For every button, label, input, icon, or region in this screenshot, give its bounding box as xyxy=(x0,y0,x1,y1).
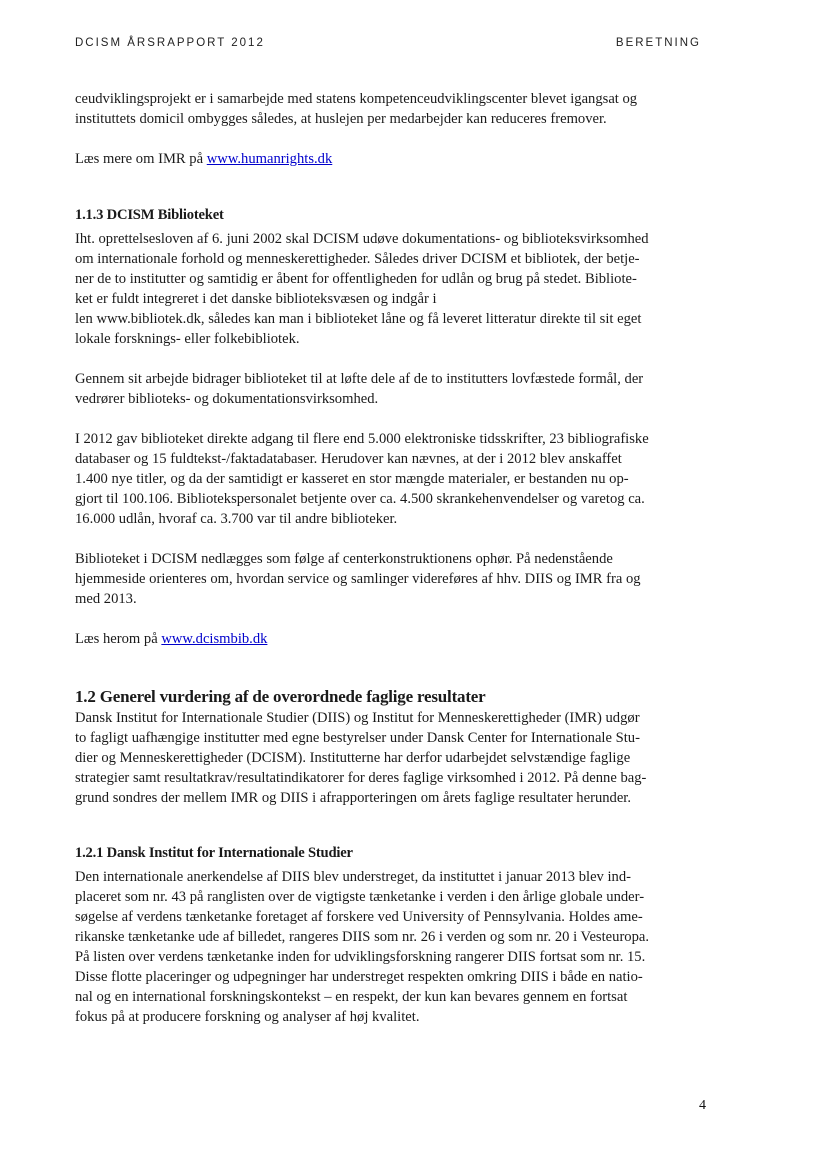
read-more-prefix: Læs mere om IMR på xyxy=(75,151,207,167)
running-header xyxy=(75,37,701,57)
read-more-imr xyxy=(75,149,705,169)
dcismbib-link[interactable]: www.dcismbib.dk xyxy=(161,631,268,647)
read-more-library xyxy=(75,629,705,649)
text-line: instituttets domicil ombygges således, at huslejen per medarbejder kan reduceres fremover. xyxy=(75,111,607,127)
text-line: vedrører biblioteks- og dokumentationsvirksomhed. xyxy=(75,391,379,407)
text-line: ner de to institutter og samtidig er åbent for offentligheden for udlån og brug på stedet. Bibliote- xyxy=(75,271,637,287)
text-line: søgelse af verdens tænketanke foretaget af forskere ved University of Pennsylvania. Holdes ame- xyxy=(75,909,643,925)
library-paragraph-2 xyxy=(75,369,705,409)
library-paragraph-4 xyxy=(75,549,705,609)
read-more-prefix: Læs herom på xyxy=(75,631,162,647)
text-line: Dansk Institut for Internationale Studier (DIIS) og Institut for Menneskerettigheder (IMR) udgør xyxy=(75,710,640,726)
text-line: Den internationale anerkendelse af DIIS blev understreget, da instituttet i januar 2013 blev ind- xyxy=(75,869,632,885)
text-line: grund sondres der mellem IMR og DIIS i afrapporteringen om årets faglige resultater herunder. xyxy=(75,790,632,806)
text-line: nal og en international forskningskontekst – en respekt, der kun kan bevares gennem en fortsat xyxy=(75,989,628,1005)
header-report-title: DCISM ÅRSRAPPORT 2012 xyxy=(75,37,265,49)
section-12-heading: 1.2 Generel vurdering af de overordnede faglige resultater xyxy=(75,687,486,706)
text-line: fokus på at producere forskning og analyser af høj kvalitet. xyxy=(75,1009,420,1025)
text-line: databaser og 15 fuldtekst-/faktadatabaser. Herudover kan nævnes, at der i 2012 blev anskaffet xyxy=(75,451,622,467)
text-line: hjemmeside orienteres om, hvordan service og samlinger videreføres af hhv. DIIS og IMR fra og xyxy=(75,571,641,587)
library-paragraph-3 xyxy=(75,429,705,529)
humanrights-link[interactable]: www.humanrights.dk xyxy=(206,151,333,167)
assessment-paragraph xyxy=(75,708,705,808)
text-line: rikanske tænketanke ude af billedet, rangeres DIIS som nr. 26 i verden og som nr. 20 i Vesteuropa. xyxy=(75,929,650,945)
text-line: Iht. oprettelsesloven af 6. juni 2002 skal DCISM udøve dokumentations- og biblioteksvirksomhed xyxy=(75,231,649,247)
text-line: Disse flotte placeringer og udpegninger har understreget respekten omkring DIIS i både en natio- xyxy=(75,969,643,985)
text-line: len www.bibliotek.dk, således kan man i biblioteket låne og få leveret litteratur direkte til sit eget xyxy=(75,311,642,327)
text-line: placeret som nr. 43 på ranglisten over de vigtigste tænketanke i verden i den årlige globale under- xyxy=(75,889,645,905)
text-line: 1.400 nye titler, og da der samtidigt er kasseret en stor mængde materialer, er bestanden nu op- xyxy=(75,471,629,487)
text-line: gjort til 100.106. Bibliotekspersonalet betjente over ca. 4.500 skrankehenvendelser og varetog ca. xyxy=(75,491,645,507)
page-body xyxy=(75,89,705,1027)
header-section-name: BERETNING xyxy=(615,37,701,49)
text-line: Gennem sit arbejde bidrager biblioteket til at løfte dele af de to institutters lovfæstede formål, der xyxy=(75,371,644,387)
intro-paragraph xyxy=(75,89,705,129)
text-line: I 2012 gav biblioteket direkte adgang til flere end 5.000 elektroniske tidsskrifter, 23 bibliografiske xyxy=(75,431,649,447)
text-line: ket er fuldt integreret i det danske biblioteksvæsen og indgår i xyxy=(75,291,437,307)
section-113-heading: 1.1.3 DCISM Biblioteket xyxy=(75,207,224,223)
text-line: 16.000 udlån, hvoraf ca. 3.700 var til andre biblioteker. xyxy=(75,511,398,527)
diis-paragraph xyxy=(75,867,705,1027)
text-line: På listen over verdens tænketanke inden for udviklingsforskning rangerer DIIS fortsat som nr. 15. xyxy=(75,949,646,965)
text-line: ceudviklingsprojekt er i samarbejde med statens kompetenceudviklingscenter blevet igangsat og xyxy=(75,91,638,107)
text-line: lokale forsknings- eller folkebibliotek. xyxy=(75,331,300,347)
text-line: strategier samt resultatkrav/resultatindikatorer for deres faglige virksomhed i 2012. På denne bag- xyxy=(75,770,647,786)
page-number: 4 xyxy=(699,1098,706,1113)
text-line: Biblioteket i DCISM nedlægges som følge af centerkonstruktionens ophør. På nedenstående xyxy=(75,551,613,567)
text-line: med 2013. xyxy=(75,591,137,607)
text-line: om internationale forhold og menneskerettigheder. Således driver DCISM et bibliotek, der betje- xyxy=(75,251,640,267)
text-line: to fagligt uafhængige institutter med egne bestyrelser under Dansk Center for Internationale Stu- xyxy=(75,730,640,746)
library-paragraph-1 xyxy=(75,229,705,349)
section-121-heading: 1.2.1 Dansk Institut for Internationale Studier xyxy=(75,845,353,861)
text-line: dier og Menneskerettigheder (DCISM). Institutterne har derfor udarbejdet selvstændige faglige xyxy=(75,750,631,766)
